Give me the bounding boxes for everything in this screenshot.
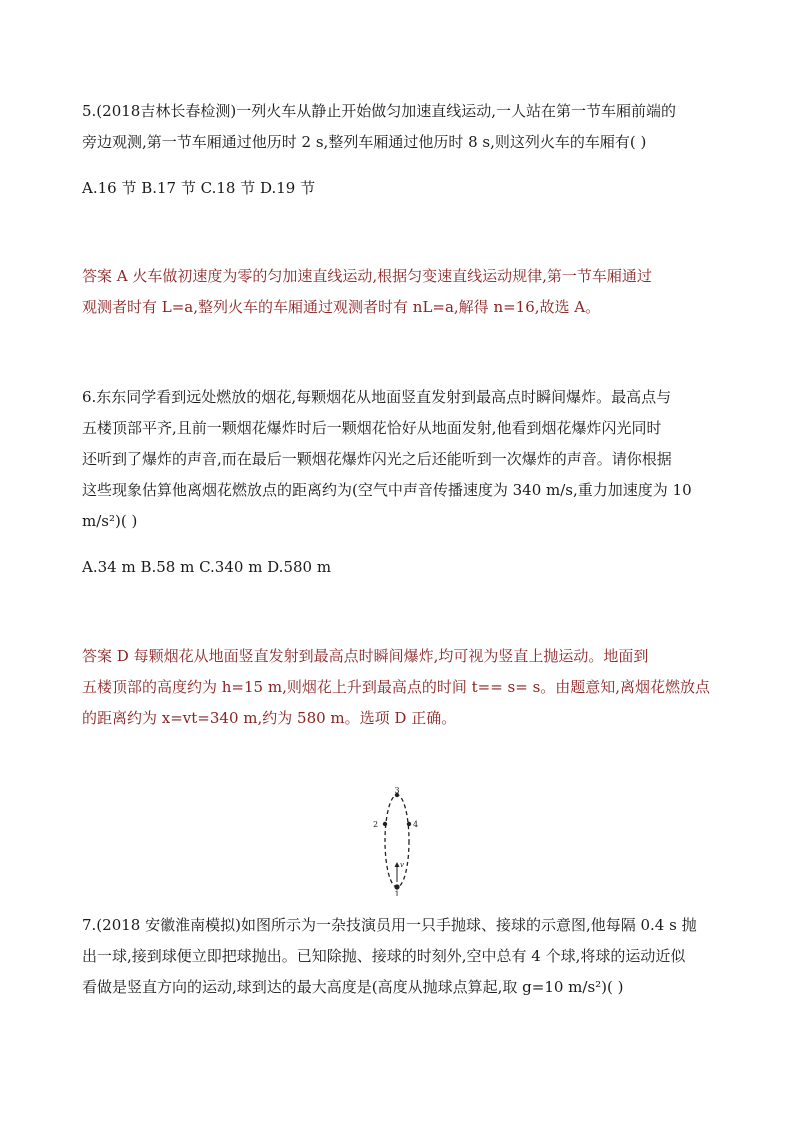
ball-position-4 xyxy=(407,822,411,826)
answer-6-line-3: 的距离约为 x=vt=340 m,约为 580 m。选项 D 正确。 xyxy=(82,709,457,727)
label-2: 2 xyxy=(373,820,379,829)
label-3: 3 xyxy=(394,786,400,795)
question-6-line-5: m/s²)( ) xyxy=(82,512,138,530)
label-4: 4 xyxy=(413,820,419,829)
answer-6 xyxy=(82,641,714,734)
ball-position-2 xyxy=(383,822,387,826)
question-5-line-2: 旁边观测,第一节车厢通过他历时 2 s,整列车厢通过他历时 8 s,则这列火车的车厢有( ) xyxy=(82,133,647,151)
juggling-trajectory-figure xyxy=(360,786,430,896)
question-6-line-2: 五楼顶部平齐,且前一颗烟花爆炸时后一颗烟花恰好从地面发射,他看到烟花爆炸闪光同时 xyxy=(82,419,662,437)
question-6-choices: A.34 m B.58 m C.340 m D.580 m xyxy=(82,558,332,576)
question-7-line-3: 看做是竖直方向的运动,球到达的最大高度是(高度从抛球点算起,取 g=10 m/s²)( ) xyxy=(82,978,624,996)
question-6-line-3: 还听到了爆炸的声音,而在最后一颗烟花爆炸闪光之后还能听到一次爆炸的声音。请你根据 xyxy=(82,450,672,468)
velocity-label: v xyxy=(400,861,404,869)
answer-6-line-1: 答案 D 每颗烟花从地面竖直发射到最高点时瞬间爆炸,均可视为竖直上抛运动。地面到 xyxy=(82,647,649,665)
answer-5 xyxy=(82,261,714,323)
ball-position-1 xyxy=(394,884,399,889)
question-7-line-2: 出一球,接到球便立即把球抛出。已知除抛、接球的时刻外,空中总有 4 个球,将球的运动近似 xyxy=(82,947,686,965)
question-6-line-4: 这些现象估算他离烟花燃放点的距离约为(空气中声音传播速度为 340 m/s,重力加速度为 10 xyxy=(82,481,692,499)
velocity-arrowhead-icon xyxy=(395,862,400,867)
question-7-line-1: 7.(2018 安徽淮南模拟)如图所示为一杂技演员用一只手抛球、接球的示意图,他每隔 0.4 s 抛 xyxy=(82,916,697,934)
question-5 xyxy=(82,96,714,158)
question-6-line-1: 6.东东同学看到远处燃放的烟花,每颗烟花从地面竖直发射到最高点时瞬间爆炸。最高点与 xyxy=(82,388,672,406)
question-6 xyxy=(82,382,714,537)
question-7 xyxy=(82,910,714,1003)
question-5-line-1: 5.(2018吉林长春检测)一列火车从静止开始做匀加速直线运动,一人站在第一节车厢前端的 xyxy=(82,102,676,120)
label-1: 1 xyxy=(394,890,400,896)
answer-6-line-2: 五楼顶部的高度约为 h=15 m,则烟花上升到最高点的时间 t== s= s。由题意知,离烟花燃放点 xyxy=(82,678,711,696)
question-5-choices: A.16 节 B.17 节 C.18 节 D.19 节 xyxy=(82,179,316,197)
answer-5-line-1: 答案 A 火车做初速度为零的匀加速直线运动,根据匀变速直线运动规律,第一节车厢通过 xyxy=(82,267,652,285)
answer-5-line-2: 观测者时有 L=a,整列火车的车厢通过观测者时有 nL=a,解得 n=16,故选 A。 xyxy=(82,298,601,316)
